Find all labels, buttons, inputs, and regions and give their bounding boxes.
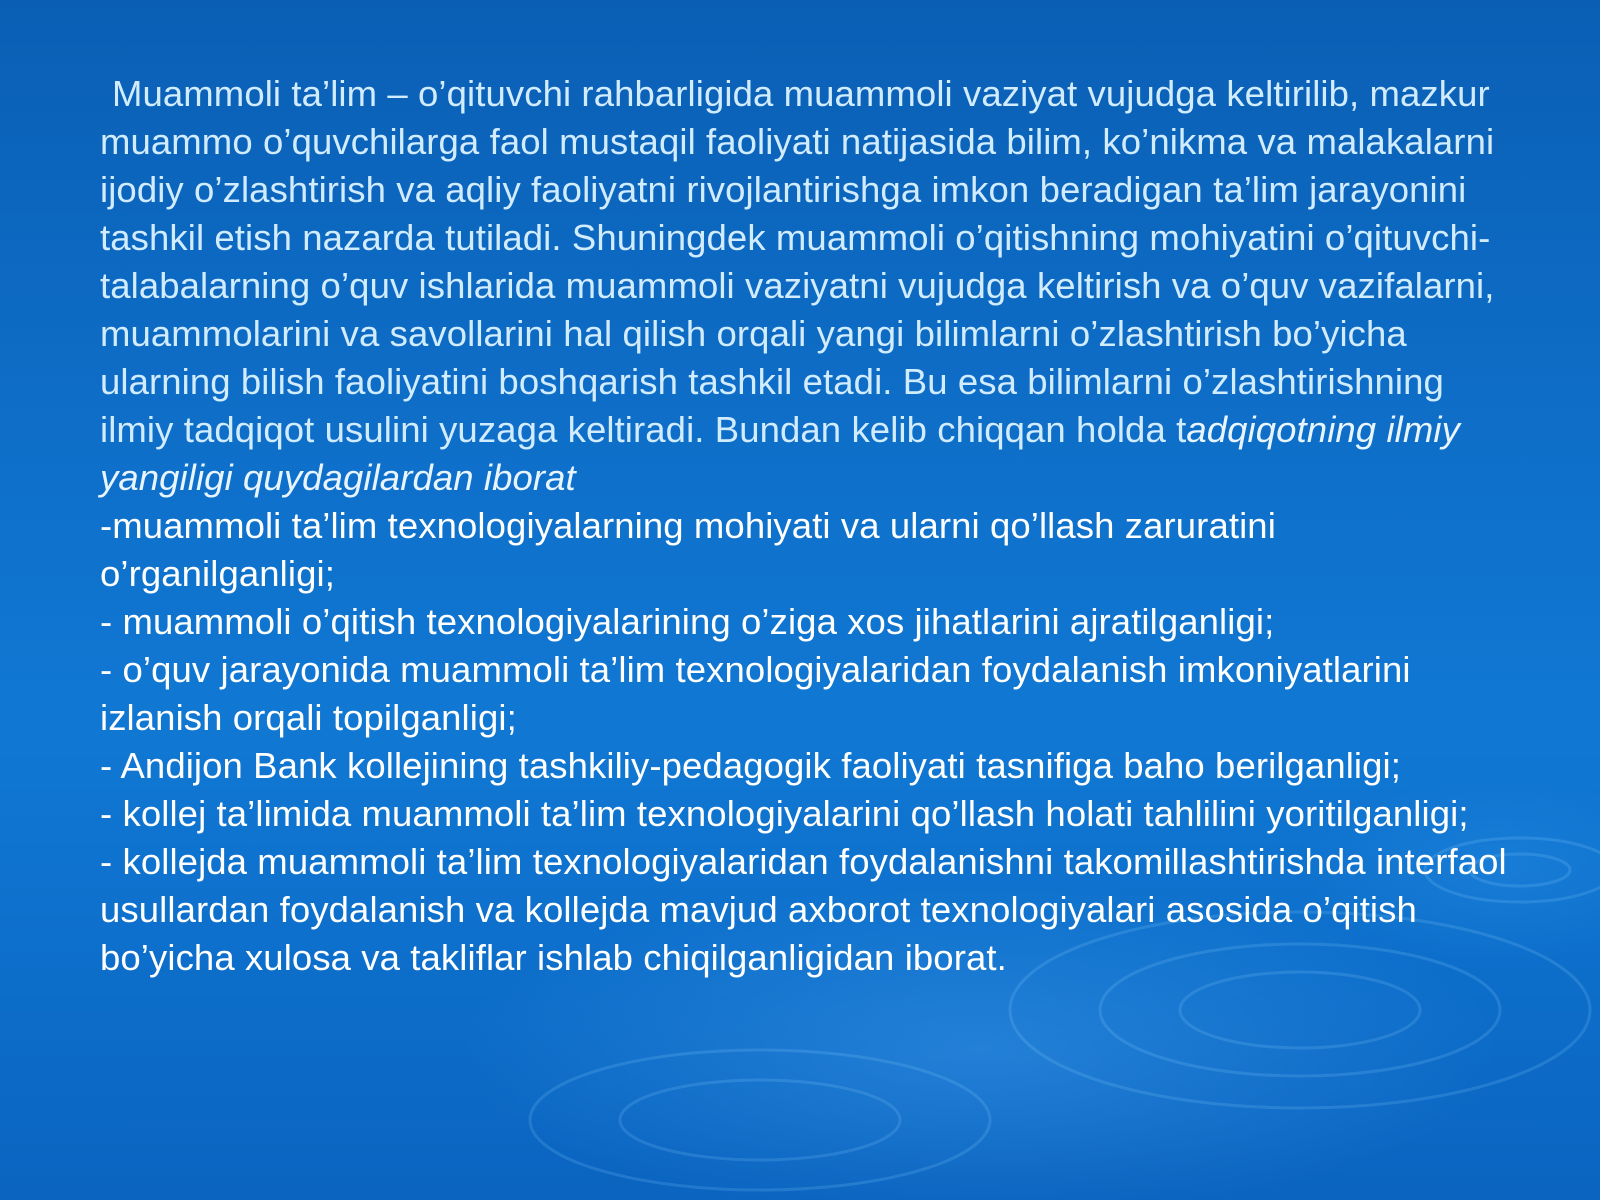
- list-item: -muammoli ta’lim texnologiyalarning mohiyati va ularni qo’llash zaruratini o’rganilganligi;: [100, 505, 1276, 594]
- list-item: - Andijon Bank kollejining tashkiliy-pedagogik faoliyati tasnifiga baho berilganligi;: [100, 745, 1401, 786]
- intro-text: Muammoli ta’lim – o’qituvchi rahbarligida muammoli vaziyat vujudga keltirilib, mazkur muammo o’quvchilarga faol mustaqil faoliyati natijasida bilim, ko’nikma va malakalarni ijodiy o’zlashtirish va aqliy faoliyatni rivojlantirishga imkon beradigan ta’lim jarayonini tashkil etish nazarda tutiladi. Shuningdek muammoli o’qitishning mohiyatini o’qituvchi-talabalarning o’quv ishlarida muammoli vaziyatni vujudga keltirish va o’quv vazifalarni, muammolarini va savollarini hal qilish orqali yangi bilimlarni o’zlashtirish bo’yicha ularning bilish faoliyatini boshqarish tashkil etadi. Bu esa bilimlarni o’zlashtirishning ilmiy tadqiqot usulini yuzaga keltiradi. Bundan kelib chiqqan holda t: [100, 73, 1495, 450]
- list-item: - o’quv jarayonida muammoli ta’lim texnologiyalaridan foydalanish imkoniyatlarini izlanish orqali topilganligi;: [100, 649, 1411, 738]
- list-item: - kollej ta’limida muammoli ta’lim texnologiyalarini qo’llash holati tahlilini yoritilganligi;: [100, 793, 1469, 834]
- list-item: - kollejda muammoli ta’lim texnologiyalaridan foydalanishni takomillashtirishda interfaol usullardan foydalanish va kollejda mavjud axborot texnologiyalari asosida o’qitish bo’yicha xulosa va takliflar ishlab chiqilganligidan iborat.: [100, 841, 1507, 978]
- intro-paragraph: [100, 70, 1520, 502]
- slide-body: [100, 70, 1520, 982]
- intro-emphasis: adqiqotning ilmiy yangiligi quydagilardan iborat: [100, 409, 1460, 498]
- bullet-list: [100, 502, 1520, 982]
- list-item: - muammoli o’qitish texnologiyalarining o’ziga xos jihatlarini ajratilganligi;: [100, 601, 1275, 642]
